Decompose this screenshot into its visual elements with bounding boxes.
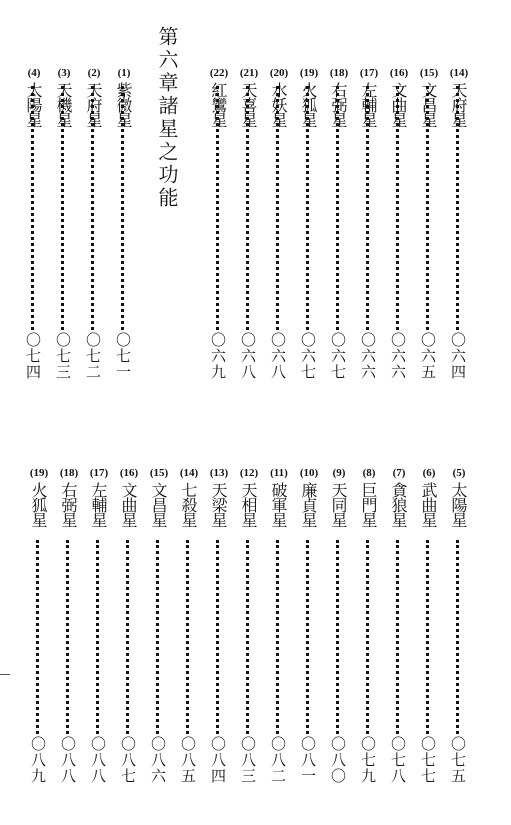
toc-entry [28, 466, 48, 798]
entry-name: 文曲星 [389, 82, 408, 127]
toc-entry [358, 66, 378, 394]
toc-entry [328, 66, 348, 394]
dot-leader [366, 540, 369, 734]
dot-leader [276, 86, 279, 330]
entry-name: 天喜星 [239, 82, 258, 127]
page-number: 〇八八 [89, 736, 107, 784]
page-number: 〇八八 [59, 736, 77, 784]
page-number: 〇六九 [209, 332, 227, 380]
dot-leader [216, 86, 219, 330]
entry-name: 文曲星 [119, 482, 138, 527]
entry-number: (11) [270, 467, 288, 479]
toc-entry [118, 466, 138, 798]
toc-entry [448, 66, 468, 394]
toc-entry [298, 66, 318, 394]
dot-leader [61, 86, 64, 330]
page-number: 〇八九 [29, 736, 47, 784]
dot-leader [336, 540, 339, 734]
entry-number: (7) [392, 467, 406, 479]
entry-number: (19) [29, 467, 49, 479]
entry-number: (21) [239, 67, 259, 79]
dot-leader [31, 86, 34, 330]
entry-number: (9) [332, 467, 346, 479]
dot-leader [456, 86, 459, 330]
toc-entry [208, 466, 228, 798]
page-number: 〇六八 [269, 332, 287, 380]
page-number: 〇七七 [419, 736, 437, 784]
entry-name: 火狐星 [299, 82, 318, 127]
entry-name: 天府星 [84, 82, 103, 127]
entry-number: (16) [119, 467, 139, 479]
toc-entry [268, 66, 288, 394]
entry-name: 左輔星 [359, 82, 378, 127]
toc-entry [448, 466, 468, 798]
toc-entry [208, 66, 228, 394]
dot-leader [246, 86, 249, 330]
page-number: 〇八五 [179, 736, 197, 784]
entry-number: (22) [209, 67, 229, 79]
entry-name: 天相星 [239, 482, 258, 527]
entry-name: 水妖星 [269, 82, 288, 127]
dot-leader [156, 540, 159, 734]
entry-name: 紅鸞星 [209, 82, 228, 127]
dot-leader [91, 86, 94, 330]
toc-entry [328, 466, 348, 798]
dot-leader [96, 540, 99, 734]
chapter-number: 第六章 [155, 26, 179, 95]
entry-number: (5) [452, 467, 466, 479]
entry-number: (17) [89, 467, 109, 479]
toc-entry [238, 466, 258, 798]
toc-entry [358, 466, 378, 798]
dot-leader [366, 86, 369, 330]
entry-number: (15) [149, 467, 169, 479]
dot-leader [336, 86, 339, 330]
entry-name: 巨門星 [359, 482, 378, 527]
page-number: 〇八二 [269, 736, 287, 784]
entry-name: 廉貞星 [299, 482, 318, 527]
dot-leader [306, 540, 309, 734]
page-number: 〇八四 [209, 736, 227, 784]
page-number: 〇八〇 [329, 736, 347, 784]
entry-number: (15) [419, 67, 439, 79]
dot-leader [36, 540, 39, 734]
page-number: 〇六六 [389, 332, 407, 380]
entry-name: 太陽星 [449, 482, 468, 527]
toc-entry [113, 66, 133, 394]
page-number: 〇八七 [119, 736, 137, 784]
entry-number: (4) [27, 67, 41, 79]
dot-leader [66, 540, 69, 734]
entry-name: 天梁星 [209, 482, 228, 527]
dot-leader [456, 540, 459, 734]
entry-number: (17) [359, 67, 379, 79]
page-number: 〇六六 [359, 332, 377, 380]
entry-name: 天同星 [329, 482, 348, 527]
entry-number: (3) [57, 67, 71, 79]
entry-number: (8) [362, 467, 376, 479]
entry-name: 紫微星 [114, 82, 133, 127]
toc-entry [58, 466, 78, 798]
entry-name: 火狐星 [29, 482, 48, 527]
page-number: 〇七五 [449, 736, 467, 784]
page-number: 〇六五 [419, 332, 437, 380]
dot-leader [121, 86, 124, 330]
entry-number: (14) [179, 467, 199, 479]
page-number: 〇八三 [239, 736, 257, 784]
dot-leader [306, 86, 309, 330]
page-number: 〇六七 [299, 332, 317, 380]
page-number: 〇七八 [389, 736, 407, 784]
toc-entry [148, 466, 168, 798]
entry-number: (19) [299, 67, 319, 79]
entry-number: (1) [117, 67, 131, 79]
page-number: 〇六七 [329, 332, 347, 380]
toc-entry [418, 66, 438, 394]
toc-entry [388, 466, 408, 798]
page-number: 〇七九 [359, 736, 377, 784]
entry-number: (20) [269, 67, 289, 79]
dot-leader [396, 86, 399, 330]
dot-leader [126, 540, 129, 734]
chapter-heading [155, 26, 179, 210]
entry-name: 右弼星 [329, 82, 348, 127]
dot-leader [396, 540, 399, 734]
entry-number: (14) [449, 67, 469, 79]
toc-entry [53, 66, 73, 394]
dot-leader [186, 540, 189, 734]
entry-name: 文昌星 [419, 82, 438, 127]
entry-name: 文昌星 [149, 482, 168, 527]
page-number: 〇七二 [84, 332, 102, 380]
toc-entry [178, 466, 198, 798]
entry-number: (12) [239, 467, 259, 479]
dot-leader [246, 540, 249, 734]
toc-entry [298, 466, 318, 798]
entry-number: (18) [329, 67, 349, 79]
entry-number: (6) [422, 467, 436, 479]
page-number: 〇六八 [239, 332, 257, 380]
toc-entry [83, 66, 103, 394]
dot-leader [426, 86, 429, 330]
toc-entry [418, 466, 438, 798]
dot-leader [276, 540, 279, 734]
toc-entry [388, 66, 408, 394]
entry-name: 太陽星 [24, 82, 43, 127]
toc-entry [23, 66, 43, 394]
entry-number: (18) [59, 467, 79, 479]
page-number: 〇七四 [24, 332, 42, 380]
entry-name: 武曲星 [419, 482, 438, 527]
toc-entry [268, 466, 288, 798]
entry-name: 天機星 [54, 82, 73, 127]
entry-name: 七殺星 [179, 482, 198, 527]
page-number: 〇八一 [299, 736, 317, 784]
page-number: 〇七一 [114, 332, 132, 380]
toc-entry [88, 466, 108, 798]
page-number: 〇七三 [54, 332, 72, 380]
entry-number: (2) [87, 67, 101, 79]
dot-leader [426, 540, 429, 734]
entry-number: (16) [389, 67, 409, 79]
page-number: 〇六四 [449, 332, 467, 380]
entry-number: (13) [209, 467, 229, 479]
entry-name: 天府星 [449, 82, 468, 127]
chapter-title: 諸星之功能 [155, 95, 179, 210]
dot-leader [216, 540, 219, 734]
page-number: 〇八六 [149, 736, 167, 784]
entry-name: 貪狼星 [389, 482, 408, 527]
entry-number: (10) [299, 467, 319, 479]
edge-mark [0, 674, 10, 683]
entry-name: 右弼星 [59, 482, 78, 527]
entry-name: 破軍星 [269, 482, 288, 527]
entry-name: 左輔星 [89, 482, 108, 527]
toc-entry [238, 66, 258, 394]
